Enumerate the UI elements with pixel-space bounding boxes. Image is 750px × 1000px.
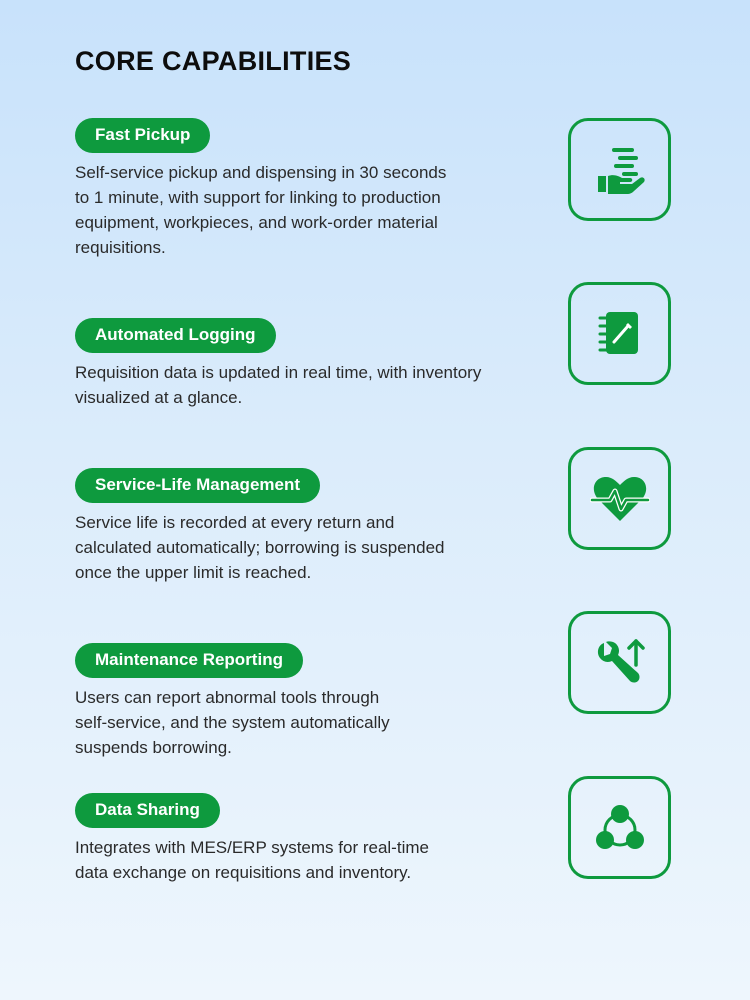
feature-description-data-sharing: Integrates with MES/ERP systems for real-time data exchange on requisitions and inventory. xyxy=(75,838,429,882)
wrench-arrow-up-icon xyxy=(568,611,671,714)
feature-description-service-life-management: Service life is recorded at every return and calculated automatically; borrowing is suspended once the upper limit is reached. xyxy=(75,513,445,582)
feature-label-fast-pickup: Fast Pickup xyxy=(75,118,210,153)
notebook-pen-icon xyxy=(568,282,671,385)
heart-pulse-icon xyxy=(568,447,671,550)
feature-description-maintenance-reporting: Users can report abnormal tools through self-service, and the system automatically suspends borrowing. xyxy=(75,688,390,757)
hand-with-items-icon xyxy=(568,118,671,221)
network-share-icon xyxy=(568,776,671,879)
page-title: CORE CAPABILITIES xyxy=(75,46,352,76)
feature-label-data-sharing: Data Sharing xyxy=(75,793,220,828)
feature-label-automated-logging: Automated Logging xyxy=(75,318,276,353)
feature-label-maintenance-reporting: Maintenance Reporting xyxy=(75,643,303,678)
feature-description-automated-logging: Requisition data is updated in real time, with inventory visualized at a glance. xyxy=(75,363,482,407)
feature-description-fast-pickup: Self-service pickup and dispensing in 30 seconds to 1 minute, with support for linking to production equipment, workpieces, and work-order material requisitions. xyxy=(75,163,447,257)
feature-label-service-life-management: Service-Life Management xyxy=(75,468,320,503)
